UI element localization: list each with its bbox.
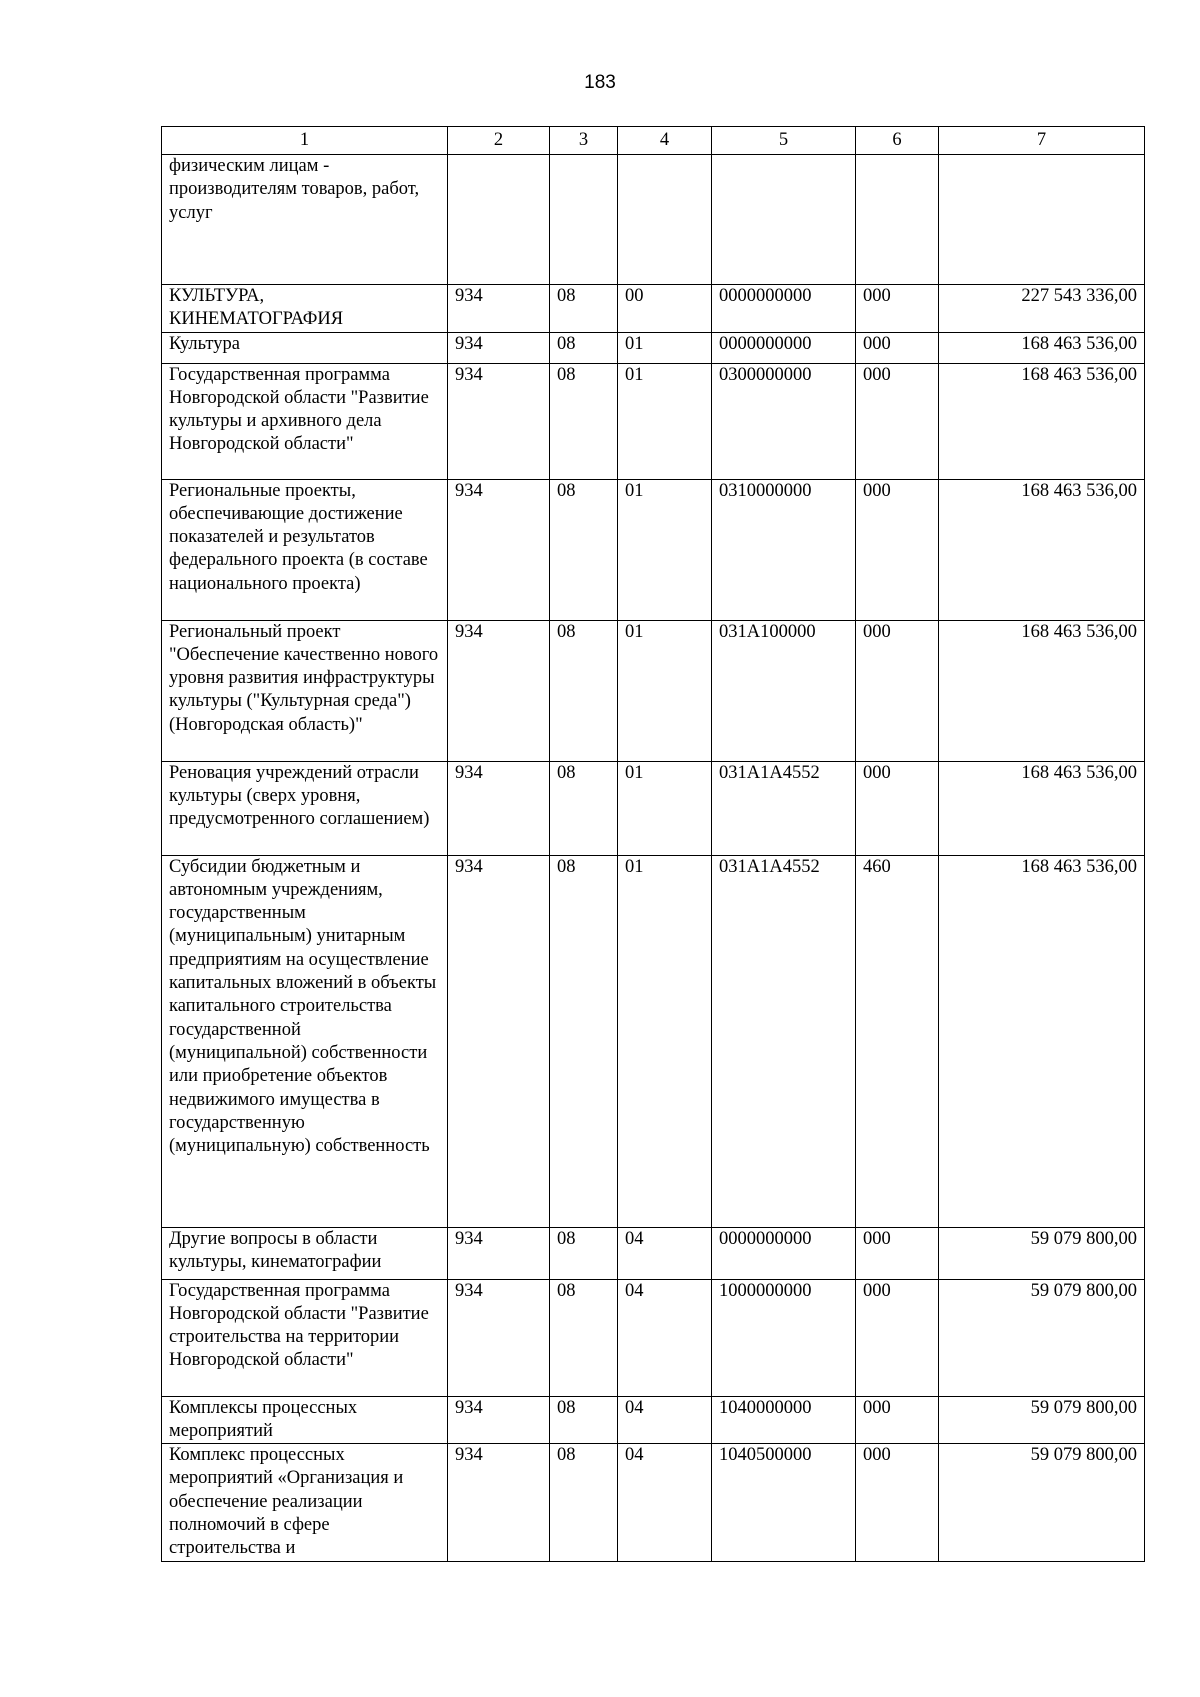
table-row — [162, 855, 1145, 1227]
cell-name: Другие вопросы в области культуры, кинематографии — [162, 1227, 448, 1279]
cell-c3: 08 — [550, 1279, 618, 1396]
cell-c6: 000 — [856, 479, 939, 620]
column-header: 1 — [162, 127, 448, 155]
cell-name: Комплексы процессных мероприятий — [162, 1396, 448, 1444]
cell-c4: 04 — [618, 1279, 712, 1396]
cell-c4: 01 — [618, 761, 712, 855]
cell-c4: 04 — [618, 1444, 712, 1561]
cell-amount — [939, 155, 1145, 285]
table-row — [162, 761, 1145, 855]
cell-c2: 934 — [448, 363, 550, 479]
cell-c4: 01 — [618, 620, 712, 761]
cell-name: Культура — [162, 332, 448, 363]
budget-table — [161, 126, 1145, 1562]
cell-c6: 460 — [856, 855, 939, 1227]
cell-name: Региональные проекты, обеспечивающие достижение показателей и результатов федерального проекта (в составе национального проекта) — [162, 479, 448, 620]
cell-c2: 934 — [448, 761, 550, 855]
cell-c5: 0000000000 — [712, 1227, 856, 1279]
cell-amount: 168 463 536,00 — [939, 332, 1145, 363]
cell-name: Государственная программа Новгородской области "Развитие строительства на территории Новгородской области" — [162, 1279, 448, 1396]
table-row — [162, 479, 1145, 620]
cell-name: Комплекс процессных мероприятий «Организация и обеспечение реализации полномочий в сфере строительства и — [162, 1444, 448, 1561]
cell-c5: 1000000000 — [712, 1279, 856, 1396]
table-row — [162, 1444, 1145, 1561]
cell-name: физическим лицам - производителям товаров, работ, услуг — [162, 155, 448, 285]
cell-name: Государственная программа Новгородской области "Развитие культуры и архивного дела Новгородской области" — [162, 363, 448, 479]
cell-c2: 934 — [448, 620, 550, 761]
cell-amount: 168 463 536,00 — [939, 363, 1145, 479]
cell-amount: 59 079 800,00 — [939, 1227, 1145, 1279]
cell-c3: 08 — [550, 363, 618, 479]
cell-c2: 934 — [448, 479, 550, 620]
cell-c3: 08 — [550, 479, 618, 620]
table-row — [162, 1396, 1145, 1444]
page-number: 183 — [584, 72, 616, 93]
cell-c5 — [712, 155, 856, 285]
cell-c4: 01 — [618, 363, 712, 479]
cell-amount: 168 463 536,00 — [939, 479, 1145, 620]
cell-name: Реновация учреждений отрасли культуры (сверх уровня, предусмотренного соглашением) — [162, 761, 448, 855]
table-row — [162, 285, 1145, 333]
cell-c5: 0300000000 — [712, 363, 856, 479]
cell-amount: 59 079 800,00 — [939, 1444, 1145, 1561]
cell-c5: 1040000000 — [712, 1396, 856, 1444]
cell-c2: 934 — [448, 285, 550, 333]
cell-c6: 000 — [856, 761, 939, 855]
cell-c6: 000 — [856, 363, 939, 479]
cell-amount: 59 079 800,00 — [939, 1279, 1145, 1396]
cell-c2: 934 — [448, 1444, 550, 1561]
cell-amount: 168 463 536,00 — [939, 761, 1145, 855]
table-row — [162, 1227, 1145, 1279]
cell-c6: 000 — [856, 1444, 939, 1561]
table-row — [162, 363, 1145, 479]
cell-c4: 00 — [618, 285, 712, 333]
cell-c2: 934 — [448, 332, 550, 363]
cell-c2: 934 — [448, 1396, 550, 1444]
cell-c3: 08 — [550, 1396, 618, 1444]
cell-c6: 000 — [856, 1396, 939, 1444]
cell-c6: 000 — [856, 1227, 939, 1279]
table-row — [162, 1279, 1145, 1396]
column-header: 4 — [618, 127, 712, 155]
cell-amount: 168 463 536,00 — [939, 855, 1145, 1227]
column-header: 3 — [550, 127, 618, 155]
cell-c4: 04 — [618, 1396, 712, 1444]
cell-c6: 000 — [856, 332, 939, 363]
column-header: 5 — [712, 127, 856, 155]
cell-c2: 934 — [448, 1279, 550, 1396]
table-row — [162, 332, 1145, 363]
cell-c5: 0000000000 — [712, 332, 856, 363]
cell-c5: 031A1A4552 — [712, 761, 856, 855]
cell-name: Субсидии бюджетным и автономным учреждениям, государственным (муниципальным) унитарным предприятиям на осуществление капитальных вложений в объекты капитального строительства государственной (муниципальной) собственности или приобретение объектов недвижимого имущества в государственную (муниципальную) собственность — [162, 855, 448, 1227]
cell-c5: 1040500000 — [712, 1444, 856, 1561]
cell-c4: 01 — [618, 332, 712, 363]
cell-amount: 168 463 536,00 — [939, 620, 1145, 761]
cell-c6: 000 — [856, 285, 939, 333]
cell-c3: 08 — [550, 620, 618, 761]
cell-c3: 08 — [550, 855, 618, 1227]
cell-c6 — [856, 155, 939, 285]
cell-c3: 08 — [550, 285, 618, 333]
cell-c2: 934 — [448, 1227, 550, 1279]
cell-name: КУЛЬТУРА, КИНЕМАТОГРАФИЯ — [162, 285, 448, 333]
header-row — [162, 127, 1145, 155]
table-row — [162, 620, 1145, 761]
column-header: 7 — [939, 127, 1145, 155]
cell-c2: 934 — [448, 855, 550, 1227]
cell-c4: 04 — [618, 1227, 712, 1279]
cell-c4: 01 — [618, 479, 712, 620]
cell-c6: 000 — [856, 620, 939, 761]
cell-c4: 01 — [618, 855, 712, 1227]
column-header: 2 — [448, 127, 550, 155]
cell-c4 — [618, 155, 712, 285]
cell-c5: 0000000000 — [712, 285, 856, 333]
cell-c5: 031A100000 — [712, 620, 856, 761]
cell-c5: 0310000000 — [712, 479, 856, 620]
cell-amount: 227 543 336,00 — [939, 285, 1145, 333]
cell-c3: 08 — [550, 332, 618, 363]
cell-c5: 031A1A4552 — [712, 855, 856, 1227]
cell-c6: 000 — [856, 1279, 939, 1396]
cell-c3: 08 — [550, 1227, 618, 1279]
cell-amount: 59 079 800,00 — [939, 1396, 1145, 1444]
cell-c3: 08 — [550, 1444, 618, 1561]
cell-c3 — [550, 155, 618, 285]
cell-c3: 08 — [550, 761, 618, 855]
column-header: 6 — [856, 127, 939, 155]
table-row — [162, 155, 1145, 285]
cell-name: Региональный проект "Обеспечение качественно нового уровня развития инфраструктуры культуры ("Культурная среда") (Новгородская область)" — [162, 620, 448, 761]
cell-c2 — [448, 155, 550, 285]
